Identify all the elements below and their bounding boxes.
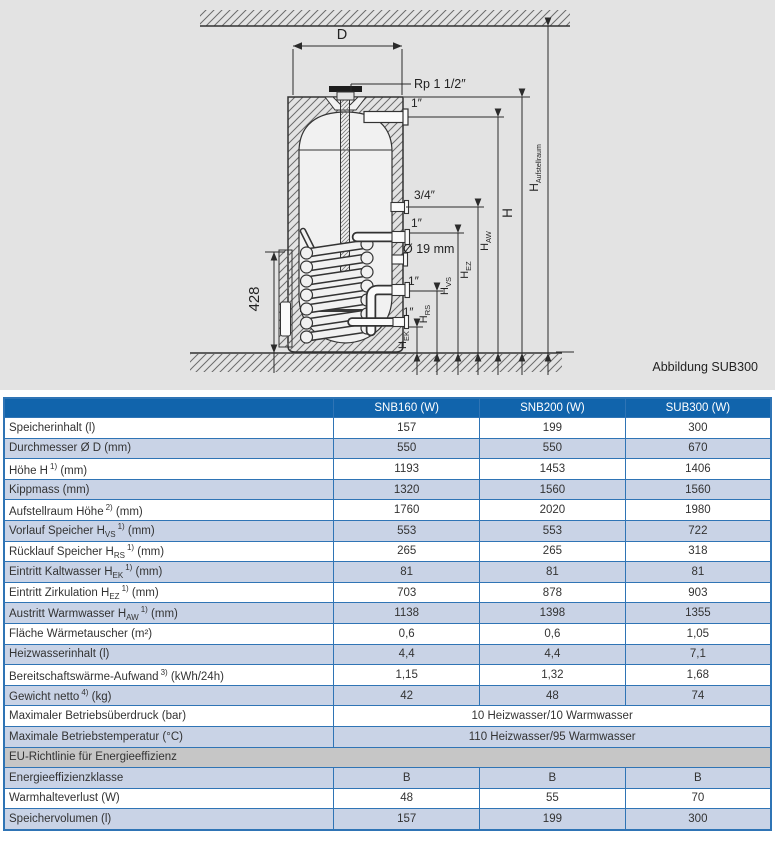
spec-value: 670 <box>625 438 771 459</box>
spec-value: 300 <box>625 809 771 830</box>
row-label: EU-Richtlinie für Energieeffizienz <box>4 747 771 768</box>
spec-value: B <box>625 768 771 789</box>
spec-table-body <box>4 418 771 830</box>
dim-label-34inch-ez: 3/4″ <box>414 188 435 202</box>
spec-value: 1355 <box>625 603 771 624</box>
dimension-diagram <box>0 0 775 390</box>
col-header-empty <box>4 398 334 418</box>
table-row <box>4 788 771 809</box>
spec-value: 70 <box>625 788 771 809</box>
dim-label-dia19: Ø 19 mm <box>403 242 455 256</box>
flange-boss <box>279 250 292 347</box>
spec-value: 4,4 <box>334 644 480 665</box>
row-label: Fläche Wärmetauscher (m²) <box>4 623 334 644</box>
spec-value: 2020 <box>480 500 626 521</box>
spec-value: 1560 <box>625 479 771 500</box>
dim-label-h: H <box>500 208 515 218</box>
dim-label-haufstellraum: HAufstellraum <box>527 144 543 192</box>
spec-value: 81 <box>625 562 771 583</box>
spec-value: 553 <box>480 520 626 541</box>
row-label: Energieeffizienzklasse <box>4 768 334 789</box>
row-label: Eintritt Zirkulation $H_{EZ}^{1)}$ (mm) <box>4 582 334 603</box>
row-label: Rücklauf Speicher $H_{RS}^{1)}$ (mm) <box>4 541 334 562</box>
spec-table <box>3 397 772 831</box>
row-label: Maximale Betriebstemperatur (°C) <box>4 726 334 747</box>
row-label: Speicherinhalt (l) <box>4 418 334 439</box>
spec-value: 0,6 <box>480 623 626 644</box>
spec-value: 703 <box>334 582 480 603</box>
row-label: Bereitschaftswärme-Aufwand $^{3)}$ (kWh/24h) <box>4 665 334 686</box>
dim-label-hek: HEK <box>397 331 411 349</box>
spec-value: 55 <box>480 788 626 809</box>
row-label: Vorlauf Speicher $H_{VS}^{1)}$ (mm) <box>4 520 334 541</box>
spec-value-span: 10 Heizwasser/10 Warmwasser <box>334 706 771 727</box>
col-header-snb160: SNB160 (W) <box>334 398 480 418</box>
dim-label-rp: Rp 1 1/2″ <box>414 77 466 91</box>
table-row <box>4 706 771 727</box>
col-header-sub300: SUB300 (W) <box>625 398 771 418</box>
dim-label-1inch-vs: 1″ <box>411 216 422 230</box>
table-row <box>4 562 771 583</box>
table-row <box>4 582 771 603</box>
spec-value: 550 <box>480 438 626 459</box>
spec-value: 81 <box>334 562 480 583</box>
spec-value: 0,6 <box>334 623 480 644</box>
table-row <box>4 644 771 665</box>
spec-value: 74 <box>625 685 771 706</box>
spec-value: 4,4 <box>480 644 626 665</box>
spec-value: 300 <box>625 418 771 439</box>
spec-value: 553 <box>334 520 480 541</box>
dim-label-1inch-ek: 1″ <box>403 307 414 319</box>
dim-label-1inch-aw: 1″ <box>411 96 422 110</box>
spec-value: 265 <box>334 541 480 562</box>
ceiling-hatch <box>200 10 570 26</box>
spec-value: B <box>334 768 480 789</box>
table-row <box>4 623 771 644</box>
spec-value: 1320 <box>334 479 480 500</box>
spec-value: 157 <box>334 809 480 830</box>
spec-value: B <box>480 768 626 789</box>
table-row <box>4 809 771 830</box>
figure-caption: Abbildung SUB300 <box>652 360 758 374</box>
tank-drawing <box>0 0 775 390</box>
spec-value: 318 <box>625 541 771 562</box>
table-row <box>4 459 771 480</box>
row-label: Warmhalteverlust (W) <box>4 788 334 809</box>
table-row <box>4 418 771 439</box>
spec-value: 199 <box>480 809 626 830</box>
row-label: Heizwasserinhalt (l) <box>4 644 334 665</box>
spec-value: 48 <box>480 685 626 706</box>
spec-value: 1453 <box>480 459 626 480</box>
spec-value: 81 <box>480 562 626 583</box>
dim-label-428: 428 <box>246 286 263 312</box>
row-label: Maximaler Betriebsüberdruck (bar) <box>4 706 334 727</box>
spec-value: 1138 <box>334 603 480 624</box>
spec-value: 1760 <box>334 500 480 521</box>
spec-value: 7,1 <box>625 644 771 665</box>
spec-value-span: 110 Heizwasser/95 Warmwasser <box>334 726 771 747</box>
spec-value: 878 <box>480 582 626 603</box>
spec-value: 48 <box>334 788 480 809</box>
spec-value: 550 <box>334 438 480 459</box>
floor-hatch <box>190 353 562 372</box>
spec-value: 903 <box>625 582 771 603</box>
row-label: Eintritt Kaltwasser $H_{EK}^{1)}$ (mm) <box>4 562 334 583</box>
table-row <box>4 665 771 686</box>
dim-label-hvs: HVS <box>439 277 453 295</box>
table-header-row <box>4 398 771 418</box>
spec-value: 1193 <box>334 459 480 480</box>
table-row <box>4 479 771 500</box>
row-label: Gewicht netto $^{4)}$ (kg) <box>4 685 334 706</box>
table-row <box>4 768 771 789</box>
dim-label-d: D <box>336 27 348 43</box>
table-row <box>4 520 771 541</box>
row-label: Speichervolumen (l) <box>4 809 334 830</box>
row-label: Höhe H $^{1)}$ (mm) <box>4 459 334 480</box>
table-row <box>4 541 771 562</box>
spec-value: 42 <box>334 685 480 706</box>
dim-label-hez: HEZ <box>459 261 473 279</box>
row-label: Durchmesser Ø D (mm) <box>4 438 334 459</box>
section-row <box>4 747 771 768</box>
table-row <box>4 438 771 459</box>
row-label: Austritt Warmwasser $H_{AW}^{1)}$ (mm) <box>4 603 334 624</box>
dim-label-1inch-rs: 1″ <box>408 274 419 288</box>
spec-value: 1398 <box>480 603 626 624</box>
spec-value: 1,68 <box>625 665 771 686</box>
row-label: Aufstellraum Höhe $^{2)}$ (mm) <box>4 500 334 521</box>
table-row <box>4 500 771 521</box>
dim-label-hrs: HRS <box>418 304 432 324</box>
spec-value: 1406 <box>625 459 771 480</box>
row-label: Kippmass (mm) <box>4 479 334 500</box>
spec-value: 1980 <box>625 500 771 521</box>
col-header-snb200: SNB200 (W) <box>480 398 626 418</box>
spec-value: 1560 <box>480 479 626 500</box>
table-row <box>4 685 771 706</box>
spec-value: 1,15 <box>334 665 480 686</box>
spec-value: 1,05 <box>625 623 771 644</box>
dim-label-haw: HAW <box>479 231 493 251</box>
table-row <box>4 726 771 747</box>
spec-value: 157 <box>334 418 480 439</box>
spec-value: 1,32 <box>480 665 626 686</box>
table-row <box>4 603 771 624</box>
spec-value: 199 <box>480 418 626 439</box>
spec-value: 722 <box>625 520 771 541</box>
spec-value: 265 <box>480 541 626 562</box>
